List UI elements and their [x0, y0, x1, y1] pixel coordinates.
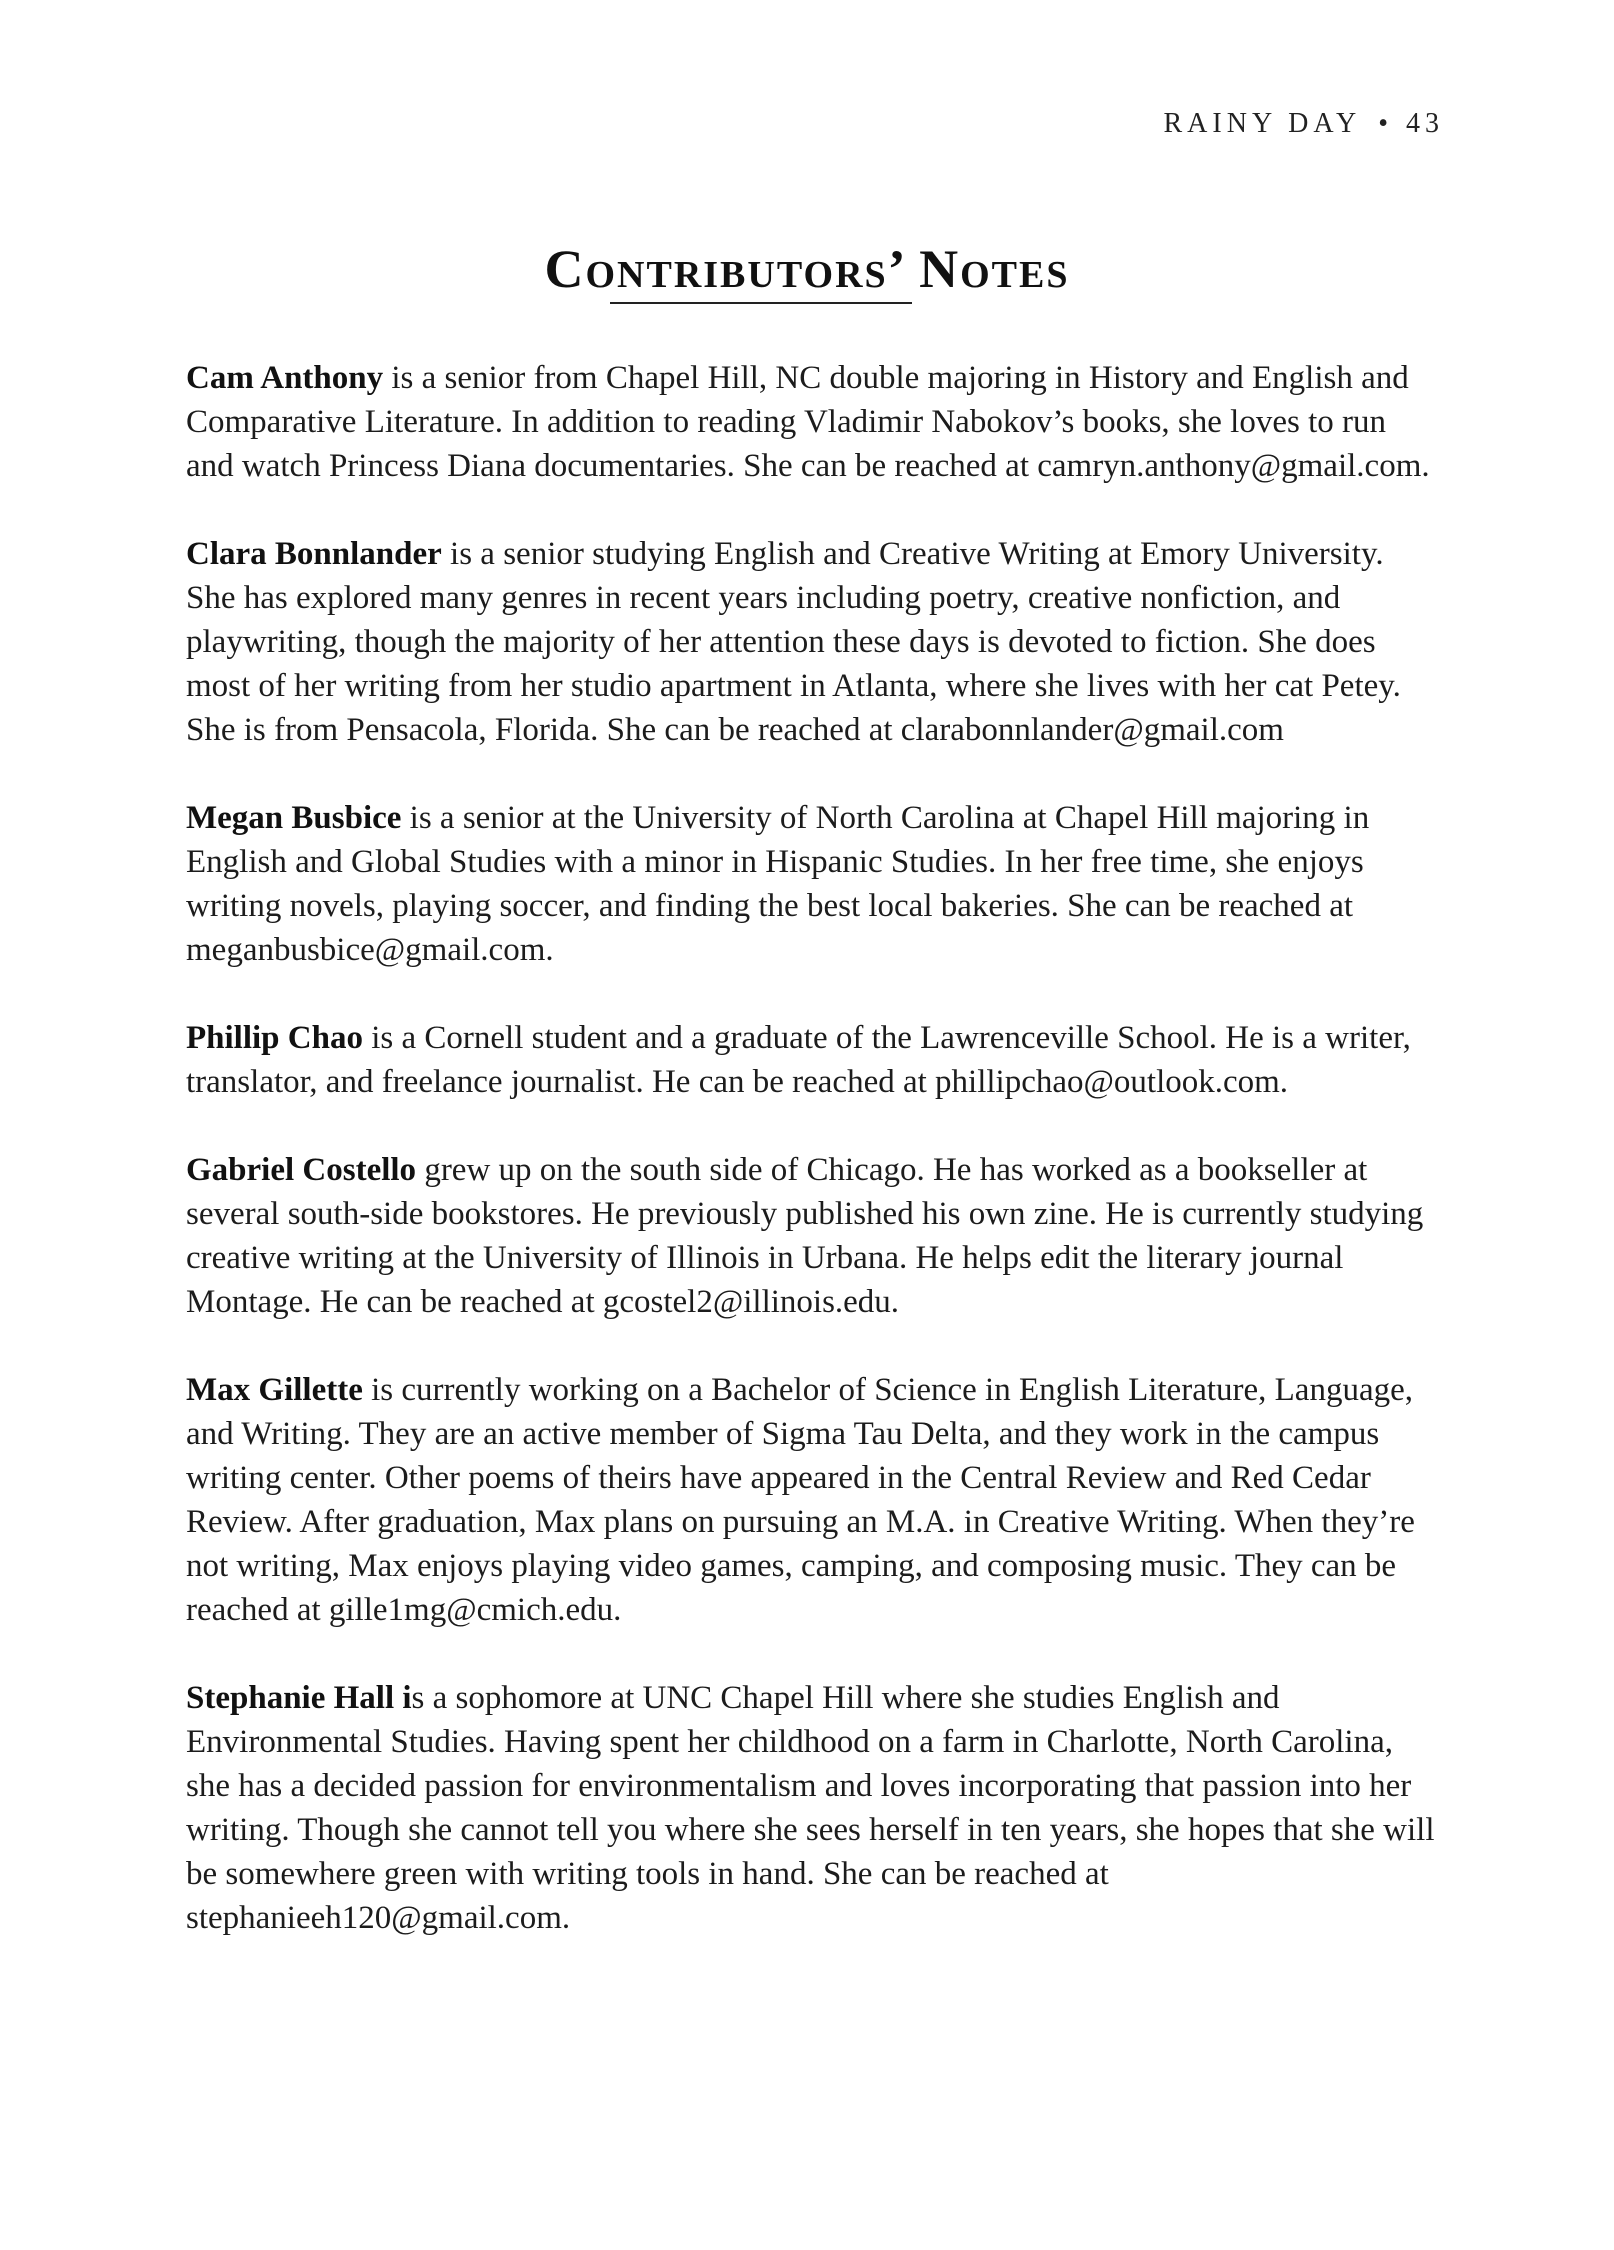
contributor-bio: grew up on the south side of Chicago. He has worked as a bookseller at several south-side bookstores. He previously published his own zine. He is currently studying creative writing at the University of Illinois in Urbana. He helps edit the literary journal Montage. He can be reached at gcostel2@illinois.edu.	[186, 1152, 1424, 1320]
contributor-name: Stephanie Hall i	[186, 1680, 412, 1716]
contributor-name: Max Gillette	[186, 1372, 363, 1408]
contributor-bio: is currently working on a Bachelor of Science in English Literature, Language, and Writing. They are an active member of Sigma Tau Delta, and they work in the campus writing center. Other poems of theirs have appeared in the Central Review and Red Cedar Review. After graduation, Max plans on pursuing an M.A. in Creative Writing. When they’re not writing, Max enjoys playing video games, camping, and composing music. They can be reached at gille1mg@cmich.edu.	[186, 1372, 1415, 1628]
contributor-note	[186, 532, 1436, 752]
contributor-note	[186, 356, 1436, 488]
contributor-bio: is a senior from Chapel Hill, NC double majoring in History and English and Comparative Literature. In addition to reading Vladimir Nabokov’s books, she loves to run and watch Princess Diana documentaries. She can be reached at camryn.anthony@gmail.com.	[186, 360, 1430, 484]
page-title: Contributors’ Notes	[544, 239, 1070, 299]
journal-name: RAINY DAY	[1163, 108, 1361, 139]
contributor-note	[186, 796, 1436, 972]
contributor-bio: is a Cornell student and a graduate of the Lawrenceville School. He is a writer, translator, and freelance journalist. He can be reached at phillipchao@outlook.com.	[186, 1020, 1411, 1100]
contributor-notes	[186, 356, 1436, 1984]
title-underline	[610, 302, 912, 304]
running-head-separator: •	[1378, 108, 1388, 139]
contributor-name: Clara Bonnlander	[186, 536, 442, 572]
contributor-bio: is a senior at the University of North Carolina at Chapel Hill majoring in English and Global Studies with a minor in Hispanic Studies. In her free time, she enjoys writing novels, playing soccer, and finding the best local bakeries. She can be reached at meganbusbice@gmail.com.	[186, 800, 1370, 968]
page-number: 43	[1406, 108, 1444, 139]
contributor-bio: s a sophomore at UNC Chapel Hill where she studies English and Environmental Studies. Having spent her childhood on a farm in Charlotte, North Carolina, she has a decided passion for environmentalism and loves incorporating that passion into her writing. Though she cannot tell you where she sees herself in ten years, she hopes that she will be somewhere green with writing tools in hand. She can be reached at stephanieeh120@gmail.com.	[186, 1680, 1435, 1936]
contributor-note	[186, 1368, 1436, 1632]
contributor-name: Gabriel Costello	[186, 1152, 417, 1188]
running-head	[1164, 108, 1445, 140]
contributor-note	[186, 1016, 1436, 1104]
contributor-bio: is a senior studying English and Creative Writing at Emory University. She has explored many genres in recent years including poetry, creative nonfiction, and playwriting, though the majority of her attention these days is devoted to fiction. She does most of her writing from her studio apartment in Atlanta, where she lives with her cat Petey. She is from Pensacola, Florida. She can be reached at clarabonnlander@gmail.com	[186, 536, 1401, 748]
contributor-name: Cam Anthony	[186, 360, 384, 396]
contributor-name: Megan Busbice	[186, 800, 402, 836]
title-block	[0, 238, 1614, 300]
contributor-note	[186, 1148, 1436, 1324]
contributor-note	[186, 1676, 1436, 1940]
contributor-name: Phillip Chao	[186, 1020, 363, 1056]
